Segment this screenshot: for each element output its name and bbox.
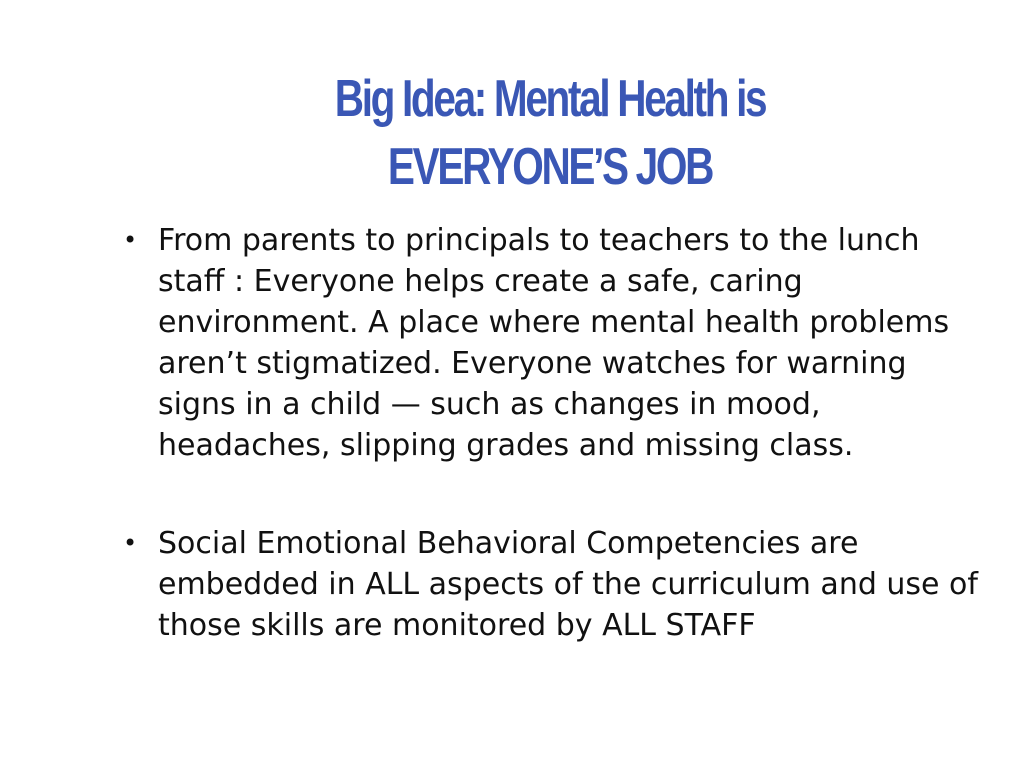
- bullet-text: Social Emotional Behavioral Competencies are embedded in ALL aspects of the curriculum and use of those skills are monitored by ALL STAFF: [158, 526, 978, 643]
- title-line-1: Big Idea: Mental Health is: [334, 69, 766, 128]
- slide-title: [300, 65, 799, 201]
- bullet-text: From parents to principals to teachers to the lunch staff : Everyone helps create a safe, caring environment. A place where mental health problems aren’t stigmatized. Everyone watches for warning signs in a child — such as changes in mood, headaches, slipping grades and missing class.: [158, 223, 950, 463]
- bullet-item-everyone-helps: [120, 220, 980, 466]
- bullet-dot-icon: •: [123, 226, 138, 254]
- title-line-2: EVERYONE’S JOB: [387, 137, 713, 196]
- bullet-dot-icon: •: [123, 529, 138, 557]
- bullet-list: [120, 220, 980, 646]
- bullet-item-competencies: [120, 523, 980, 646]
